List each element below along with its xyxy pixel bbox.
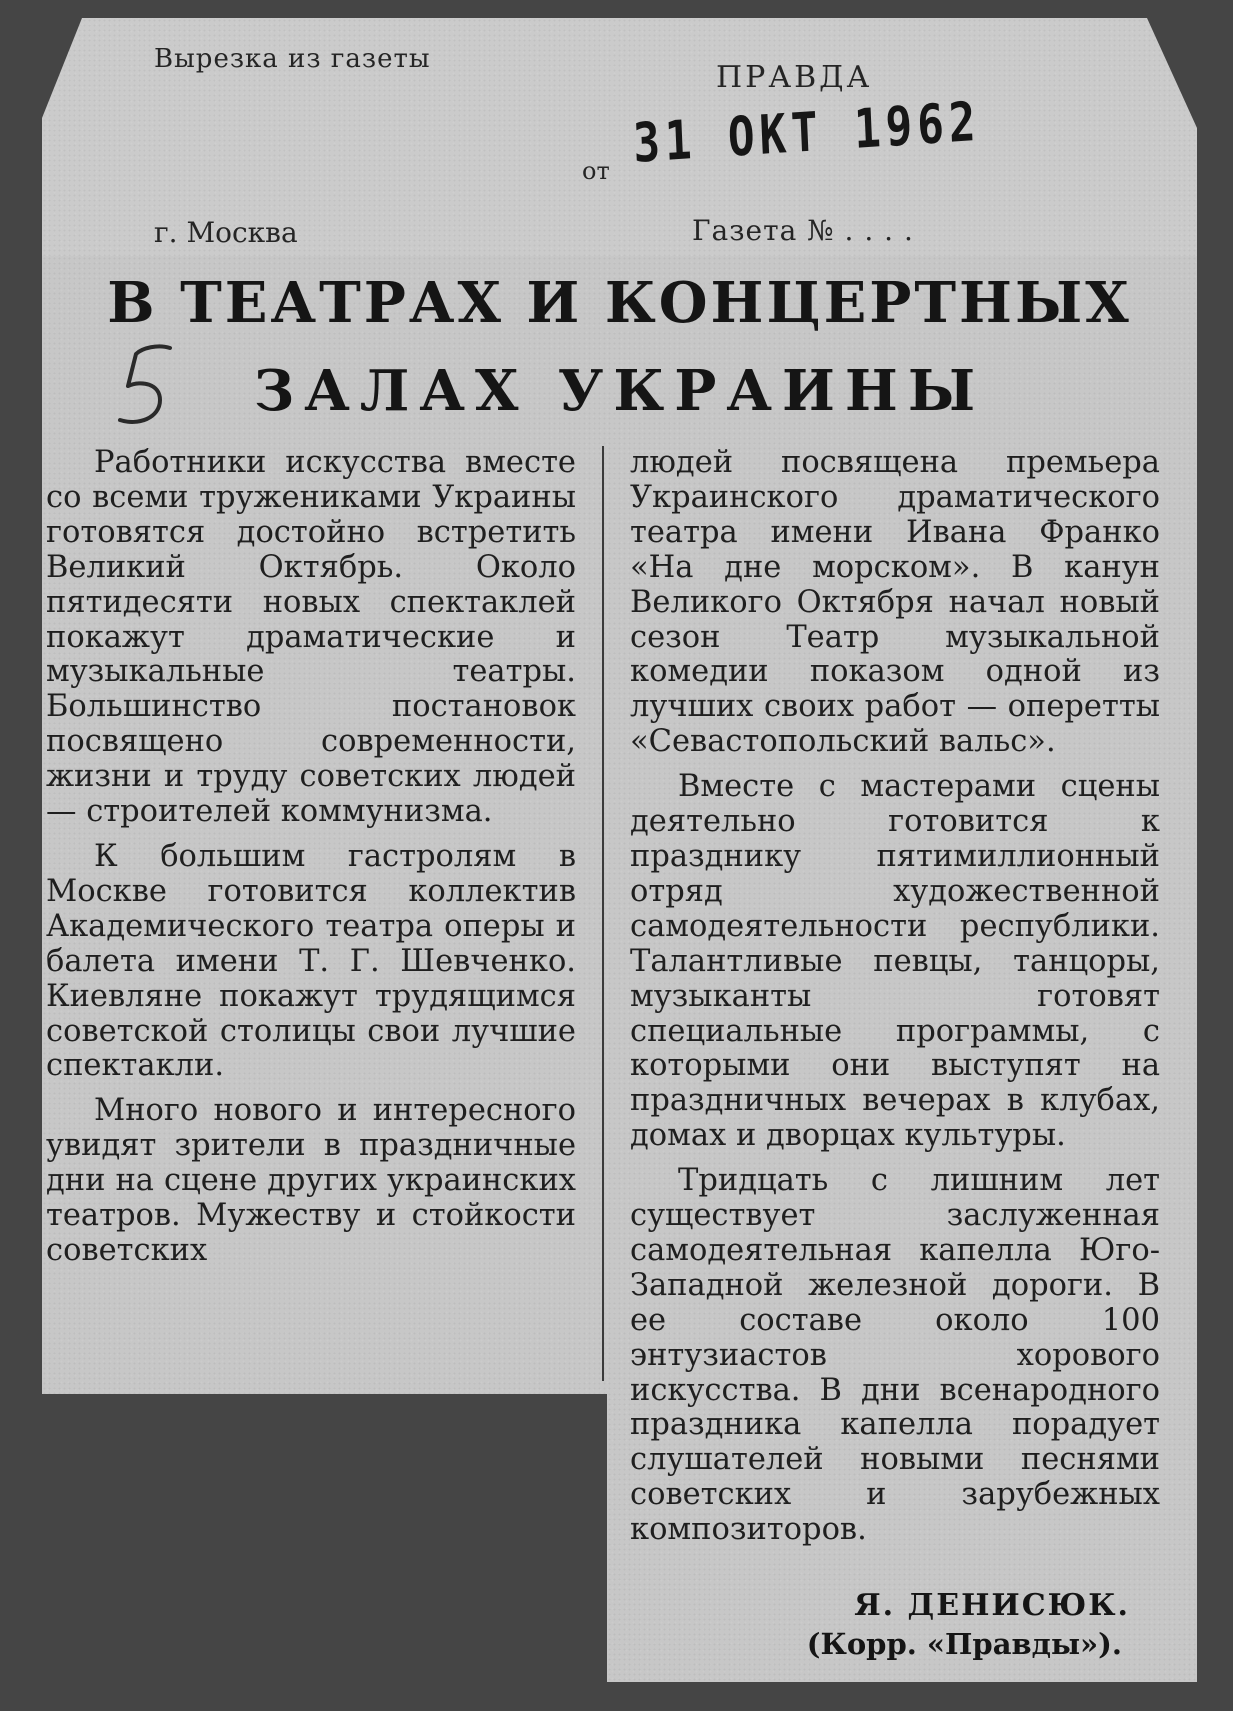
city-label: г. Москва — [154, 216, 298, 249]
article-column-right — [630, 446, 1160, 1548]
article-paragraph: людей посвящена премьера Украинского драматического театра имени Ивана Франко «На дне морском». В канун Великого Октября начал новый сезон Театр музыкальной комедии показом одной из лучших своих работ — оперетты «Севастопольский вальс». — [630, 445, 1160, 760]
article-paragraph: Тридцать с лишним лет существует заслуженная самодеятельная капелла Юго-Западной железной дороги. В ее составе около 100 энтузиастов хорового искусства. В дни всенародного праздника капелла порадует слушателей новыми песнями советских и зарубежных композиторов. — [630, 1163, 1160, 1548]
clipping-label: Вырезка из газеты — [154, 44, 431, 74]
newspaper-name: ПРАВДА — [716, 60, 873, 95]
date-from-label: от — [582, 157, 610, 185]
author-role: (Корр. «Правды»). — [806, 1627, 1122, 1661]
article-column-left — [46, 446, 576, 1269]
article-paragraph: Вместе с мастерами сцены деятельно готовится к празднику пятимиллионный отряд художественной самодеятельности республики. Талантливые певцы, танцоры, музыканты готовят специальные программы, с которыми они выступят на праздничных вечерах в клубах, домах и дворцах культуры. — [630, 769, 1160, 1154]
article-title-line-1: В ТЕАТРАХ И КОНЦЕРТНЫХ — [107, 270, 1132, 336]
date-stamp: 31 ОКТ 1962 — [632, 89, 982, 175]
article-paragraph: К большим гастролям в Москве готовится коллектив Академического театра оперы и балета имени Т. Г. Шевченко. Киевляне покажут трудящимся советской столицы свои лучшие спектакли. — [46, 838, 576, 1084]
paper-number-label: Газета № . . . . — [692, 214, 914, 247]
author-name: Я. ДЕНИСЮК. — [854, 1588, 1130, 1623]
handwritten-number-mark — [98, 340, 178, 432]
article-paragraph: Работники искусства вместе со всеми тружениками Украины готовятся достойно встретить Великий Октябрь. Около пятидесяти новых спектаклей покажут драматические и музыкальные театры. Большинство постановок посвящено современности, жизни и труду советских людей — строителей коммунизма. — [46, 445, 576, 830]
article-paragraph: Много нового и интересного увидят зрители в праздничные дни на сцене других украинских театров. Мужеству и стойкости советских — [46, 1093, 576, 1268]
article-title-line-2: ЗАЛАХ УКРАИНЫ — [253, 358, 986, 424]
column-divider — [602, 446, 604, 1381]
